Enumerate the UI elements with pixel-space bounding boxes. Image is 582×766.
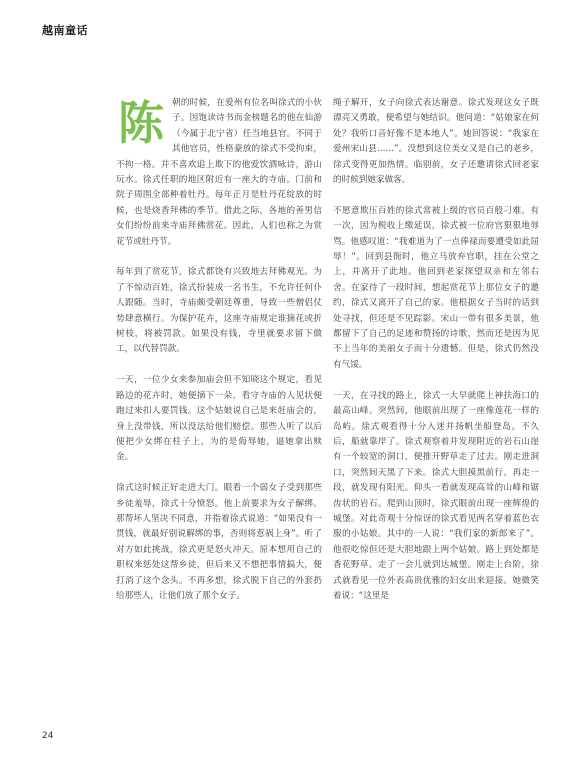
right-text-column	[333, 96, 539, 620]
drop-cap: 陈	[118, 96, 164, 150]
paragraph: 绳子解开，女子向徐式表达谢意。徐式发现这女子既漂亮又勇敢，便希望与她结识。他问道：“姑娘家在何处？我听口音好像不是本地人”。她回答说：“我家在爱州宋山县……”。没想到这位美女又是自己的老乡，徐式变得更加热情。临别前，女子还邀请徐式回老家的时候到她家做客。	[333, 98, 539, 186]
paragraph: 徐式这时候正好走进大门。眼看一个弱女子受到那些乡徒羞辱，徐式十分愤怒。他上前要求为女子解绑。那帮坏人坚决不同意，并指着徐式说道：“如果没有一贯钱，就最好别说解绑的事，否则将惹祸上身”。听了对方如此挑战，徐式更是怒火冲天。原本想用自己的职权来惩处这帮乡徒，但后来又不想把事情搞大，便打消了这个念头。不再多想，徐式脱下自己的外套扔给那些人，让他们放了那个女子。	[116, 483, 322, 601]
left-text-column	[116, 96, 322, 620]
paragraph: 每年到了赏花节，徐式都饶有兴致地去拜佛观光。为了不惊动百姓，徐式扮装成一名书生，不允许任何仆人跟随。当时，寺庙颇受朝廷尊重，导致一些僧侣仗势肆意横行。为保护花卉，这座寺庙规定谁摘花或折树枝，将被罚款。如果没有钱，寺里就要求留下做工，以代替罚款。	[116, 267, 322, 355]
paragraph: 一天，在寻找的路上，徐式一大早就爬上神扶海口的最高山峰。突然间，他眼前出现了一座像莲花一样的岛屿。徐式观看得十分入迷并扬帆坐船登岛。不久后，船就靠岸了。徐式观察着并发现附近的岩石山崖有一个较宽的洞口，便推开野草走了过去。刚走进洞口，突然间天黑了下来。徐式大胆摸黑前行。再走一段，就发现有阳光。仰头一看就发现高耸的山峰和锯齿状的岩石。爬到山顶时，徐式眼前出现一座辉煌的城堡。对此奇观十分惊讶的徐式看见两名穿着蓝色衣服的小姑娘。其中的一人说：“我们家的新郎来了”。他很吃惊但还是大胆地跟上两个姑娘。路上到处都是香花野草。走了一会儿就到达城堡。刚走上台阶，徐式就看见一位外表高贵优雅的妇女出来迎接。她微笑着说：“这里是	[333, 390, 539, 601]
page-number: 24	[42, 731, 54, 741]
paragraph-text: 朝的时候，在爱州有位名叫徐式的小伙子。因饱读诗书而金榜题名的他在仙游（今属于北宁省）任当地县官。不同于其他官员，性格豪放的徐式不受拘束，不拘一格。并不喜欢追上欺下的他爱饮酒咏诗，游山玩水。徐式任职的地区附近有一座大的寺庙。门前和院子周围全部种着牡丹。每年正月是牡丹花绽放的时候，也是烧香拜佛的季节。借此之际，各地的善男信女们纷纷前来寺庙拜佛赏花。因此，人们也称之为赏花节或牡丹节。	[116, 98, 322, 247]
paragraph: 不愿意欺压百姓的徐式常被上级的官员百般刁难。有一次，因为税收上缴延误，徐式被一位府官狠狠地辱骂。他感叹道：“我难道为了一点俸禄而要遭受如此屈辱！”。回到县衙时，他立马放弃官职，挂在公堂之上，并离开了此地。他回到老家探望双亲和左邻右舍。在家待了一段时间，想起赏花节上那位女子的邀约，徐式又离开了自己的家。他根据女子当时的话到处寻找，但还是不见踪影。宋山一带有很多美景，他都留下了自己的足迹和赞扬的诗歌，然而还是因为见不上当年的美丽女子而十分遗憾。但是，徐式仍然没有气馁。	[333, 205, 539, 370]
paragraph	[116, 96, 322, 250]
paragraph: 一天，一位少女来参加庙会但不知晓这个规定，看见路边的花卉时，她便摘下一朵。看守寺庙的人见状便跑过来扣人要罚钱。这个姑娘说自己是来赶庙会的，身上没带钱，所以没法给他们赔偿。那些人听了以后便把少女绑在柱子上，为的是侮辱她，逼她拿出赎金。	[116, 375, 322, 463]
magazine-section-title: 越南童话	[42, 24, 88, 37]
